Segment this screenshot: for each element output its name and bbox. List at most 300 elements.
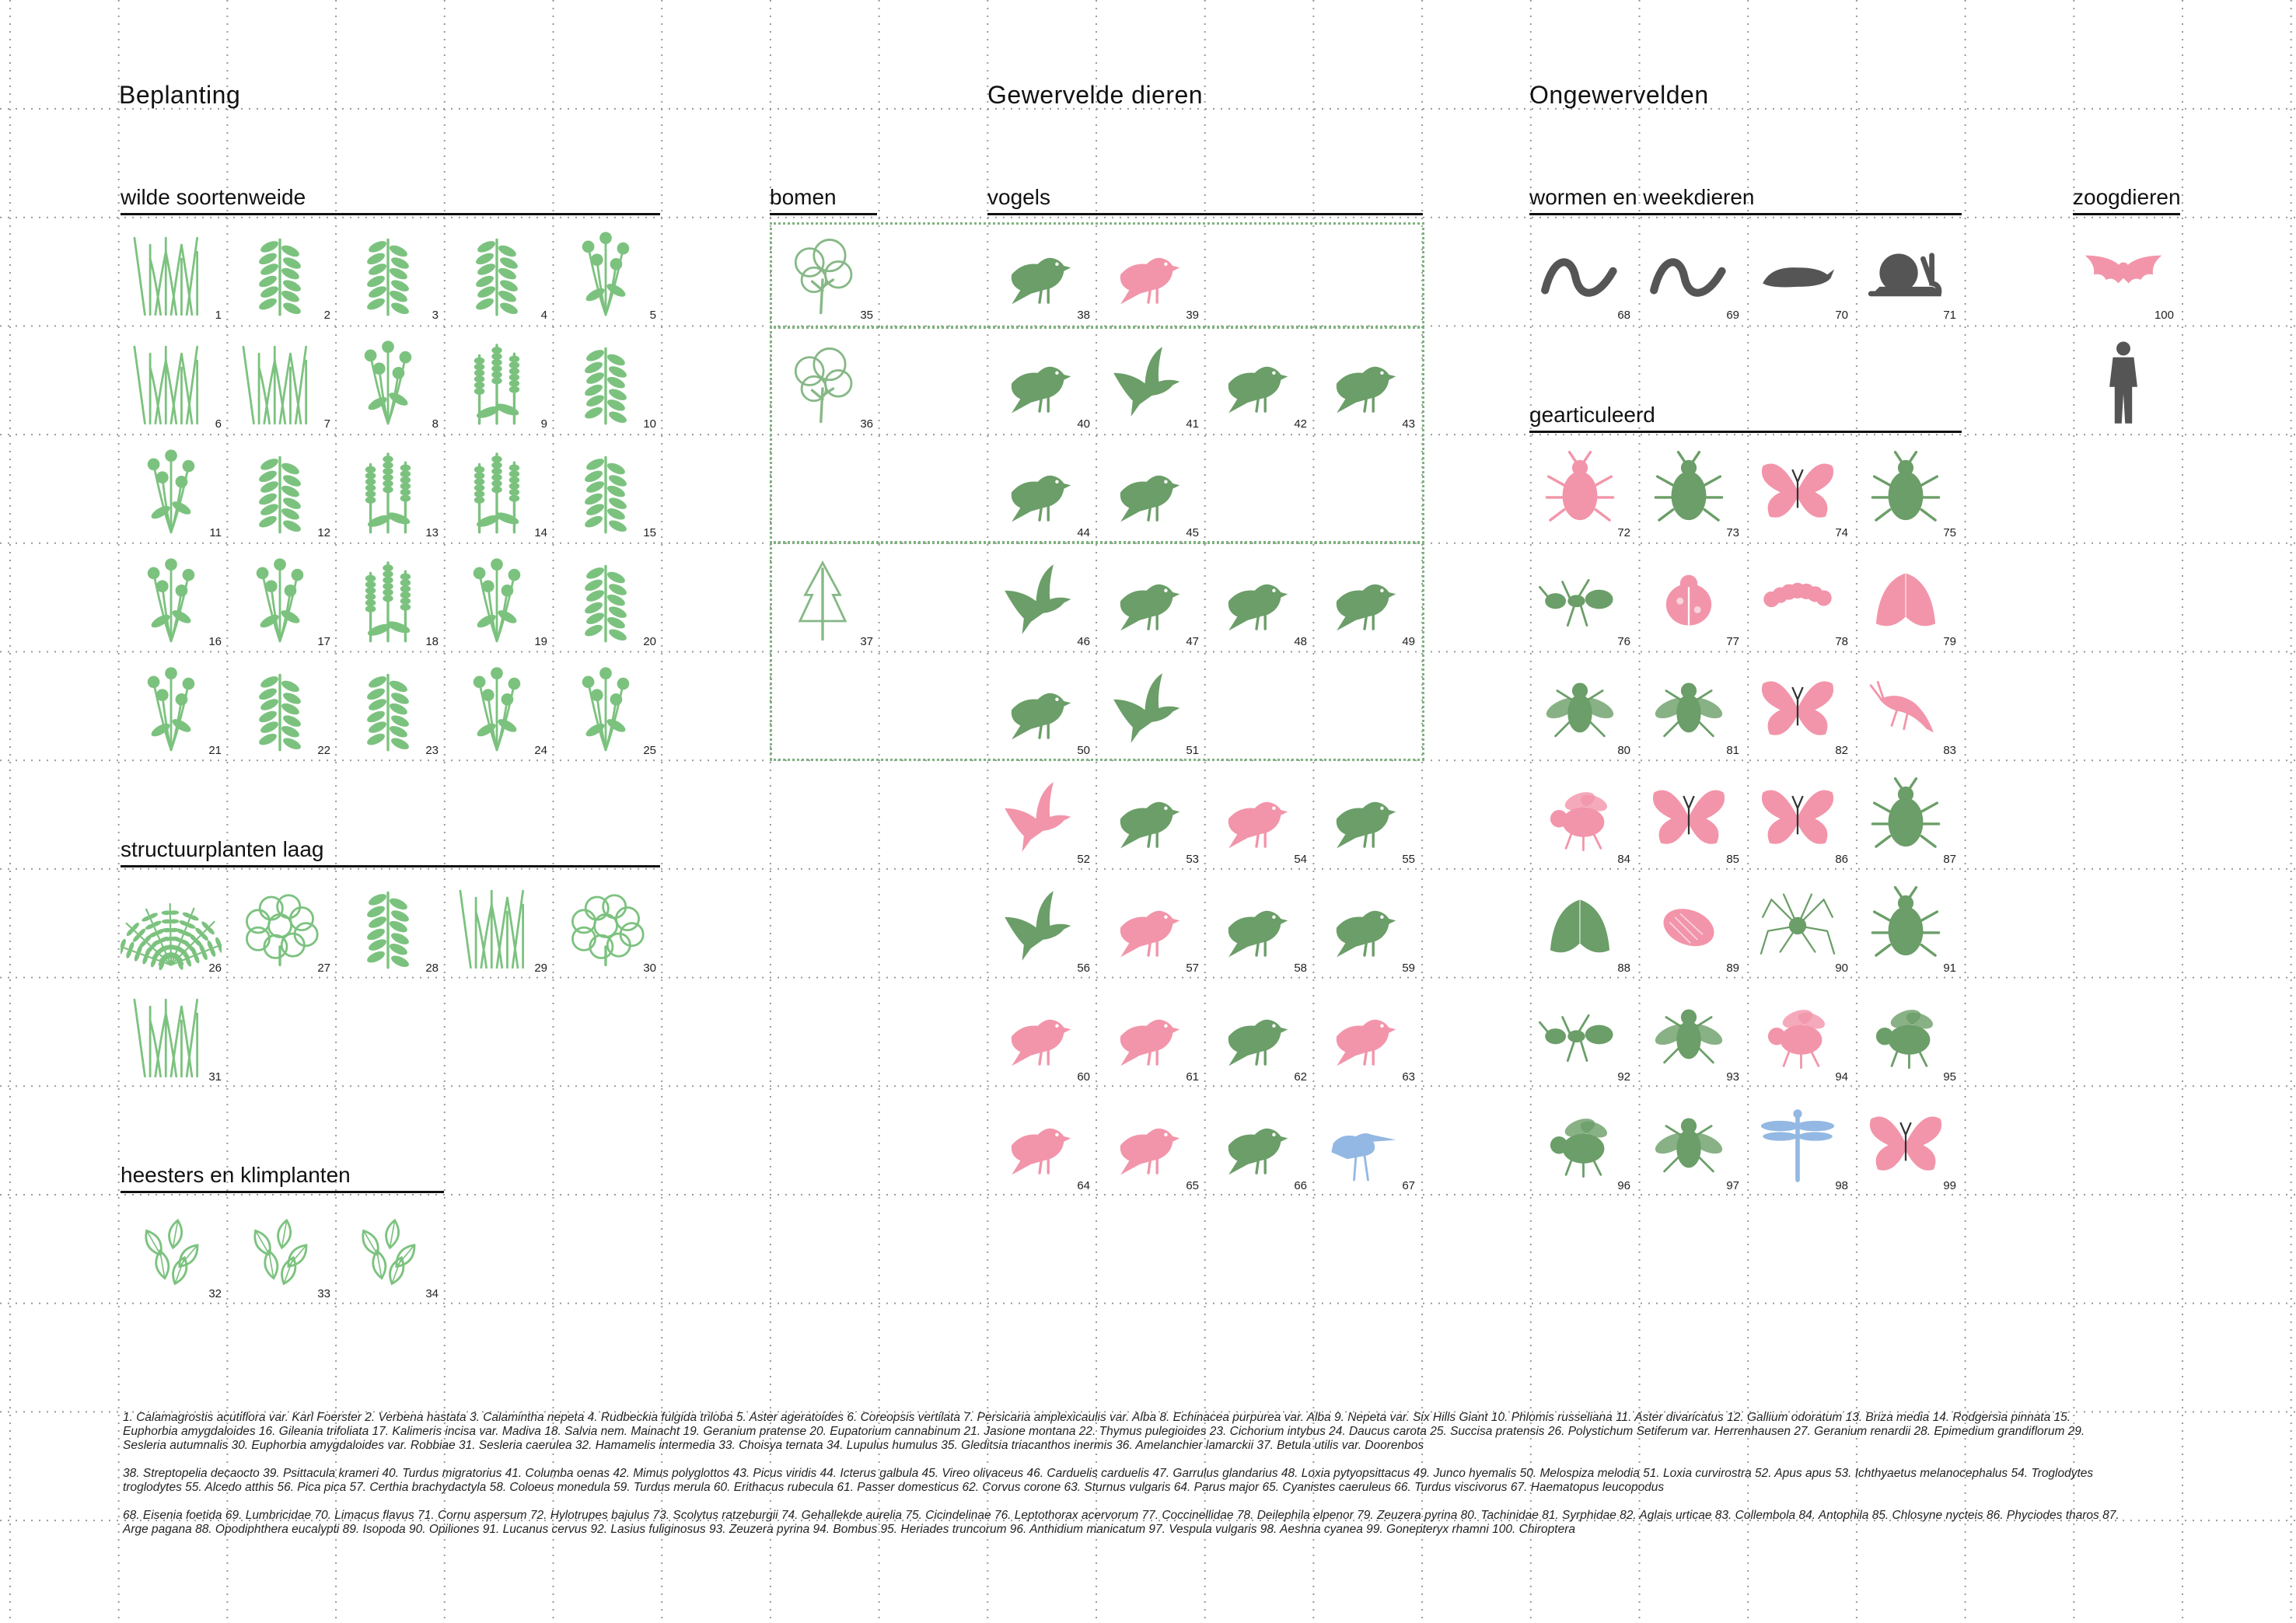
butterfly-icon xyxy=(1747,766,1848,867)
species-number: 59 xyxy=(1402,962,1415,975)
species-cell xyxy=(121,440,222,541)
species-number: 66 xyxy=(1294,1179,1307,1192)
species-number: 85 xyxy=(1726,853,1739,866)
tree-icon xyxy=(772,331,873,432)
species-number: 9 xyxy=(540,417,547,431)
dragonfly-icon xyxy=(1747,1093,1848,1194)
bee-icon xyxy=(1855,984,1956,1085)
species-cell xyxy=(989,984,1090,1085)
species-number: 44 xyxy=(1077,526,1090,539)
species-number: 60 xyxy=(1077,1070,1090,1084)
species-number: 55 xyxy=(1402,853,1415,866)
bush-icon xyxy=(229,875,330,976)
bird-icon xyxy=(1098,222,1199,323)
bee-icon xyxy=(1529,766,1630,867)
species-cell xyxy=(1529,875,1630,976)
herb-icon xyxy=(337,222,439,323)
species-number: 24 xyxy=(534,744,547,757)
species-cell xyxy=(989,766,1090,867)
leaf-icon xyxy=(229,1201,330,1302)
species-cell xyxy=(446,658,547,759)
species-cell xyxy=(989,1093,1090,1194)
bird-icon xyxy=(1314,875,1415,976)
bird-icon xyxy=(1098,549,1199,650)
species-cell xyxy=(1206,549,1307,650)
species-number: 33 xyxy=(317,1287,330,1300)
species-cell xyxy=(2073,222,2174,323)
species-cell xyxy=(1314,1093,1415,1194)
bird-icon xyxy=(1314,331,1415,432)
species-cell xyxy=(555,222,656,323)
species-number: 91 xyxy=(1943,962,1956,975)
species-number: 90 xyxy=(1835,962,1848,975)
spider-icon xyxy=(1747,875,1848,976)
bird-icon xyxy=(1206,875,1307,976)
species-cell xyxy=(1529,984,1630,1085)
bird-icon xyxy=(989,1093,1090,1194)
species-number: 69 xyxy=(1726,309,1739,322)
species-number: 5 xyxy=(649,309,656,322)
species-cell xyxy=(1314,875,1415,976)
larva-icon xyxy=(1747,549,1848,650)
species-number: 12 xyxy=(317,526,330,539)
bird-flying-icon xyxy=(1098,331,1199,432)
species-number: 67 xyxy=(1402,1179,1415,1192)
species-number: 64 xyxy=(1077,1179,1090,1192)
bird-icon xyxy=(1098,875,1199,976)
subheading-vogels: vogels xyxy=(987,185,1423,215)
species-cell xyxy=(1747,222,1848,323)
species-number: 52 xyxy=(1077,853,1090,866)
subheading-structuurplanten-laag: structuurplanten laag xyxy=(121,837,660,867)
ant-icon xyxy=(1529,984,1630,1085)
spike-icon xyxy=(446,440,547,541)
species-cell xyxy=(1855,766,1956,867)
bird-flying-icon xyxy=(989,766,1090,867)
fly-icon xyxy=(1529,658,1630,759)
species-cell xyxy=(1098,331,1199,432)
species-legend xyxy=(123,1411,2121,1551)
beetle-icon xyxy=(1855,766,1956,867)
species-number: 72 xyxy=(1617,526,1630,539)
species-cell xyxy=(121,222,222,323)
herb-icon xyxy=(337,658,439,759)
species-cell xyxy=(2073,331,2174,432)
bird-flying-icon xyxy=(989,875,1090,976)
species-number: 68 xyxy=(1617,309,1630,322)
flower-icon xyxy=(555,658,656,759)
bird-icon xyxy=(1314,766,1415,867)
species-number: 29 xyxy=(534,962,547,975)
fly-icon xyxy=(1638,658,1739,759)
spike-icon xyxy=(337,549,439,650)
species-number: 38 xyxy=(1077,309,1090,322)
fly-icon xyxy=(1638,1093,1739,1194)
herb-icon xyxy=(229,658,330,759)
species-number: 96 xyxy=(1617,1179,1630,1192)
species-number: 15 xyxy=(643,526,656,539)
species-number: 61 xyxy=(1186,1070,1199,1084)
species-number: 77 xyxy=(1726,635,1739,648)
species-cell xyxy=(989,875,1090,976)
tree-icon xyxy=(772,222,873,323)
species-cell xyxy=(121,549,222,650)
species-number: 23 xyxy=(425,744,439,757)
subheading-bomen: bomen xyxy=(770,185,877,215)
fly-icon xyxy=(1638,984,1739,1085)
species-number: 95 xyxy=(1943,1070,1956,1084)
species-cell xyxy=(772,331,873,432)
species-number: 45 xyxy=(1186,526,1199,539)
species-number: 57 xyxy=(1186,962,1199,975)
bird-icon xyxy=(1206,766,1307,867)
species-number: 4 xyxy=(540,309,547,322)
species-cell xyxy=(121,984,222,1085)
bee-icon xyxy=(1529,1093,1630,1194)
spike-icon xyxy=(337,440,439,541)
species-number: 11 xyxy=(209,526,222,539)
grass-icon xyxy=(121,222,222,323)
species-number: 32 xyxy=(208,1287,222,1300)
species-cell xyxy=(229,1201,330,1302)
species-number: 47 xyxy=(1186,635,1199,648)
species-number: 14 xyxy=(534,526,547,539)
species-number: 98 xyxy=(1835,1179,1848,1192)
species-cell xyxy=(1098,766,1199,867)
species-cell xyxy=(1529,1093,1630,1194)
bird-icon xyxy=(989,222,1090,323)
species-cell xyxy=(1638,766,1739,867)
species-number: 65 xyxy=(1186,1179,1199,1192)
bird-flying-icon xyxy=(1098,658,1199,759)
species-cell xyxy=(337,1201,439,1302)
species-cell xyxy=(1638,549,1739,650)
beetle-icon xyxy=(1855,440,1956,541)
species-number: 73 xyxy=(1726,526,1739,539)
bird-icon xyxy=(1206,984,1307,1085)
isopod-icon xyxy=(1638,875,1739,976)
species-cell xyxy=(1855,1093,1956,1194)
species-number: 80 xyxy=(1617,744,1630,757)
species-number: 36 xyxy=(860,417,873,431)
person-icon xyxy=(2073,331,2174,432)
species-number: 92 xyxy=(1617,1070,1630,1084)
herb-icon xyxy=(337,875,439,976)
species-number: 22 xyxy=(317,744,330,757)
species-cell xyxy=(989,331,1090,432)
flower-icon xyxy=(446,658,547,759)
bird-icon xyxy=(989,440,1090,541)
species-cell xyxy=(1206,766,1307,867)
bee-icon xyxy=(1747,984,1848,1085)
species-number: 81 xyxy=(1726,744,1739,757)
ant-icon xyxy=(1529,549,1630,650)
beetle-icon xyxy=(1855,875,1956,976)
species-cell xyxy=(121,658,222,759)
butterfly-icon xyxy=(1747,658,1848,759)
species-number: 21 xyxy=(208,744,222,757)
species-cell xyxy=(229,222,330,323)
species-number: 3 xyxy=(432,309,439,322)
species-number: 34 xyxy=(425,1287,439,1300)
species-number: 7 xyxy=(323,417,330,431)
species-cell xyxy=(1855,658,1956,759)
grass-icon xyxy=(446,875,547,976)
species-cell xyxy=(1206,984,1307,1085)
species-cell xyxy=(989,549,1090,650)
species-cell xyxy=(337,222,439,323)
beetle-icon xyxy=(1638,440,1739,541)
species-number: 25 xyxy=(643,744,656,757)
species-cell xyxy=(229,440,330,541)
fern-icon xyxy=(121,875,222,976)
species-number: 82 xyxy=(1835,744,1848,757)
bird-icon xyxy=(989,658,1090,759)
species-number: 8 xyxy=(432,417,439,431)
flower-icon xyxy=(121,658,222,759)
species-number: 18 xyxy=(425,635,439,648)
subheading-wilde-soortenweide: wilde soortenweide xyxy=(121,185,660,215)
species-number: 43 xyxy=(1402,417,1415,431)
species-cell xyxy=(1638,1093,1739,1194)
species-number: 79 xyxy=(1943,635,1956,648)
species-number: 48 xyxy=(1294,635,1307,648)
butterfly-icon xyxy=(1747,440,1848,541)
species-number: 2 xyxy=(323,309,330,322)
flower-icon xyxy=(121,549,222,650)
species-cell xyxy=(229,549,330,650)
species-cell xyxy=(337,658,439,759)
species-number: 70 xyxy=(1835,309,1848,322)
legend-invertebrates: 68. Eisenia foetida 69. Lumbricidae 70. Limacus flavus 71. Cornu aspersum 72. Hylotrupes bajulus 73. Scolytus ratzeburgii 74. Gehallekde aurelia 75. Cicindelinae 76. Leptothorax acervorum 77. Coccinellidae 78. Deilephila elpenor 79. Zeuzera pyrina 80. Tachinidae 81. Syrphidae 82. Aglais urticae 83. Collembola 84. Antophila 85. Chlosyne nycteis 86. Phyciodes tharos 87. Arge pagana 88. Opodiphthera eucalypti 89. Isopoda 90. Opiliones 91. Lucanus cervus 92. Lasius fuliginosus 93. Zeuzera pyrina 94. Bombus 95. Heriades truncorum 96. Anthidium manicatum 97. Vespula vulgaris 98. Aeshna cyanea 99. Gonepteryx rhamni 100. Chiroptera xyxy=(123,1509,2120,1536)
species-cell xyxy=(1747,549,1848,650)
bird-icon xyxy=(1098,1093,1199,1194)
slug-icon xyxy=(1747,222,1848,323)
bird-icon xyxy=(989,331,1090,432)
species-number: 53 xyxy=(1186,853,1199,866)
species-cell xyxy=(1638,658,1739,759)
species-cell xyxy=(555,875,656,976)
bird-icon xyxy=(1206,331,1307,432)
bird-icon xyxy=(1314,549,1415,650)
species-cell xyxy=(1747,440,1848,541)
bush-icon xyxy=(555,875,656,976)
heading-gewervelde-dieren: Gewervelde dieren xyxy=(987,81,1204,109)
snail-icon xyxy=(1855,222,1956,323)
springtail-icon xyxy=(1855,658,1956,759)
flower-icon xyxy=(337,331,439,432)
species-number: 39 xyxy=(1186,309,1199,322)
beetle-icon xyxy=(1529,440,1630,541)
bird-icon xyxy=(1098,984,1199,1085)
species-cell xyxy=(1098,549,1199,650)
species-cell xyxy=(1206,1093,1307,1194)
worm-icon xyxy=(1638,222,1739,323)
flower-icon xyxy=(229,549,330,650)
species-number: 56 xyxy=(1077,962,1090,975)
subheading-heesters-en-klimplanten: heesters en klimplanten xyxy=(121,1163,444,1193)
herb-icon xyxy=(555,549,656,650)
species-cell xyxy=(446,549,547,650)
species-cell xyxy=(1529,222,1630,323)
species-cell xyxy=(555,440,656,541)
herb-icon xyxy=(446,222,547,323)
species-number: 30 xyxy=(643,962,656,975)
species-number: 51 xyxy=(1186,744,1199,757)
species-cell xyxy=(121,875,222,976)
butterfly-icon xyxy=(1638,766,1739,867)
species-cell xyxy=(989,658,1090,759)
species-cell xyxy=(1638,222,1739,323)
species-cell xyxy=(1855,984,1956,1085)
herb-icon xyxy=(229,440,330,541)
species-number: 62 xyxy=(1294,1070,1307,1084)
species-cell xyxy=(1747,1093,1848,1194)
bird-icon xyxy=(1206,1093,1307,1194)
leaf-icon xyxy=(121,1201,222,1302)
legend-vertebrates: 38. Streptopelia decaocto 39. Psittacula krameri 40. Turdus migratorius 41. Columba oenas 42. Mimus polyglottos 43. Picus viridis 44. Icterus galbula 45. Vireo olivaceus 46. Carduelis carduelis 47. Garrulus glandarius 48. Loxia pytyopsittacus 49. Junco hyemalis 50. Melospiza melodia 51. Loxia curvirostra 52. Apus apus 53. Ichthyaetus melanocephalus 54. Troglodytes troglodytes 55. Alcedo atthis 56. Pica pica 57. Certhia brachydactyla 58. Coloeus monedula 59. Turdus merula 60. Erithacus rubecula 61. Passer domesticus 62. Corvus corone 63. Sturnus vulgaris 64. Parus major 65. Cyanistes caeruleus 66. Turdus viscivorus 67. Haematopus leucopodus xyxy=(123,1467,2094,1494)
species-cell xyxy=(989,222,1090,323)
species-cell xyxy=(1098,984,1199,1085)
herb-icon xyxy=(555,440,656,541)
moth-icon xyxy=(1855,549,1956,650)
species-number: 74 xyxy=(1835,526,1848,539)
species-cell xyxy=(337,440,439,541)
species-number: 10 xyxy=(643,417,656,431)
heading-ongewervelden: Ongewervelden xyxy=(1529,81,1709,109)
species-number: 40 xyxy=(1077,417,1090,431)
species-number: 50 xyxy=(1077,744,1090,757)
species-cell xyxy=(1098,658,1199,759)
species-cell xyxy=(1747,658,1848,759)
species-cell xyxy=(446,222,547,323)
wader-icon xyxy=(1314,1093,1415,1194)
ladybug-icon xyxy=(1638,549,1739,650)
species-cell xyxy=(1638,440,1739,541)
species-number: 63 xyxy=(1402,1070,1415,1084)
species-number: 93 xyxy=(1726,1070,1739,1084)
grass-icon xyxy=(121,984,222,1085)
subheading-zoogdieren: zoogdieren xyxy=(2073,185,2180,215)
legend-plants: 1. Calamagrostis acutiflora var. Karl Foerster 2. Verbena hastata 3. Calamintha nepeta 4. Rudbeckia fulgida triloba 5. Aster ageratoides 6. Coreopsis vertilata 7. Persicaria amplexicaulis var. Alba 8. Echinacea purpurea var. Alba 9. Nepeta var. Six Hills Giant 10. Phlomis russeliana 11. Aster divaricatus 12. Gallium odoratum 13. Briza media 14. Rodgersia pinnata 15. Euphorbia amygdaloides 16. Gileania trifoliata 17. Kalimeris incisa var. Madiva 18. Salvia nem. Mainacht 19. Geranium pratense 20. Eupatorium cannabinum 21. Jasione montana 22. Thymus pulegioides 23. Cichorium intybus 24. Daucus carota 25. Succisa pratensis 26. Polystichum Setiferum var. Herrenhausen 27. Geranium renardii 28. Epimedium grandiflorum 29. Sesleria autumnalis 30. Euphorbia amygdaloides var. Robbiae 31. Sesleria caerulea 32. Hamamelis intermedia 33. Choisya ternata 34. Lupulus humulus 35. Gleditsia triacanthos inermis 36. Amelanchier lamarckii 37. Betula utilis var. Doorenbos xyxy=(123,1411,2085,1452)
species-cell xyxy=(121,1201,222,1302)
species-cell xyxy=(1314,984,1415,1085)
species-cell xyxy=(1314,766,1415,867)
species-cell xyxy=(121,331,222,432)
species-cell xyxy=(989,440,1090,541)
species-number: 83 xyxy=(1943,744,1956,757)
species-number: 19 xyxy=(534,635,547,648)
species-number: 28 xyxy=(425,962,439,975)
species-number: 78 xyxy=(1835,635,1848,648)
species-number: 46 xyxy=(1077,635,1090,648)
species-cell xyxy=(1098,875,1199,976)
species-cell xyxy=(772,222,873,323)
species-number: 42 xyxy=(1294,417,1307,431)
subheading-wormen-en-weekdieren: wormen en weekdieren xyxy=(1529,185,1962,215)
bird-icon xyxy=(989,984,1090,1085)
species-number: 16 xyxy=(208,635,222,648)
subheading-gearticuleerd: gearticuleerd xyxy=(1529,403,1962,433)
heading-beplanting: Beplanting xyxy=(119,81,241,109)
flower-icon xyxy=(121,440,222,541)
species-number: 100 xyxy=(2154,309,2174,322)
species-cell xyxy=(337,875,439,976)
species-number: 88 xyxy=(1617,962,1630,975)
species-cell xyxy=(229,658,330,759)
species-cell xyxy=(1638,875,1739,976)
grass-icon xyxy=(121,331,222,432)
grass-icon xyxy=(229,331,330,432)
species-number: 94 xyxy=(1835,1070,1848,1084)
species-number: 13 xyxy=(425,526,439,539)
species-cell xyxy=(1747,766,1848,867)
species-cell xyxy=(1529,658,1630,759)
species-cell xyxy=(1314,549,1415,650)
species-cell xyxy=(1855,549,1956,650)
species-cell xyxy=(1529,440,1630,541)
herb-icon xyxy=(229,222,330,323)
species-cell xyxy=(1098,222,1199,323)
worm-icon xyxy=(1529,222,1630,323)
species-cell xyxy=(337,549,439,650)
species-cell xyxy=(229,331,330,432)
bird-flying-icon xyxy=(989,549,1090,650)
species-number: 6 xyxy=(215,417,222,431)
species-number: 87 xyxy=(1943,853,1956,866)
species-cell xyxy=(1747,984,1848,1085)
species-number: 84 xyxy=(1617,853,1630,866)
bird-icon xyxy=(1206,549,1307,650)
bird-icon xyxy=(1314,984,1415,1085)
species-number: 71 xyxy=(1943,309,1956,322)
leaf-icon xyxy=(337,1201,439,1302)
species-cell xyxy=(337,331,439,432)
species-cell xyxy=(1529,766,1630,867)
species-cell xyxy=(555,658,656,759)
species-number: 58 xyxy=(1294,962,1307,975)
species-number: 99 xyxy=(1943,1179,1956,1192)
species-cell xyxy=(446,331,547,432)
bird-icon xyxy=(1098,766,1199,867)
species-cell xyxy=(1855,875,1956,976)
species-number: 97 xyxy=(1726,1179,1739,1192)
species-cell xyxy=(1206,875,1307,976)
conifer-icon xyxy=(772,549,873,650)
species-cell xyxy=(1747,875,1848,976)
species-cell xyxy=(1529,549,1630,650)
species-cell xyxy=(555,331,656,432)
species-number: 37 xyxy=(860,635,873,648)
species-number: 17 xyxy=(317,635,330,648)
species-cell xyxy=(446,440,547,541)
species-number: 26 xyxy=(208,962,222,975)
species-cell xyxy=(229,875,330,976)
herb-icon xyxy=(555,331,656,432)
species-cell xyxy=(772,549,873,650)
species-number: 27 xyxy=(317,962,330,975)
species-cell xyxy=(555,549,656,650)
species-number: 54 xyxy=(1294,853,1307,866)
species-number: 86 xyxy=(1835,853,1848,866)
bird-icon xyxy=(1098,440,1199,541)
species-number: 75 xyxy=(1943,526,1956,539)
butterfly-icon xyxy=(1855,1093,1956,1194)
species-cell xyxy=(1098,440,1199,541)
species-number: 49 xyxy=(1402,635,1415,648)
species-number: 35 xyxy=(860,309,873,322)
species-number: 31 xyxy=(208,1070,222,1084)
